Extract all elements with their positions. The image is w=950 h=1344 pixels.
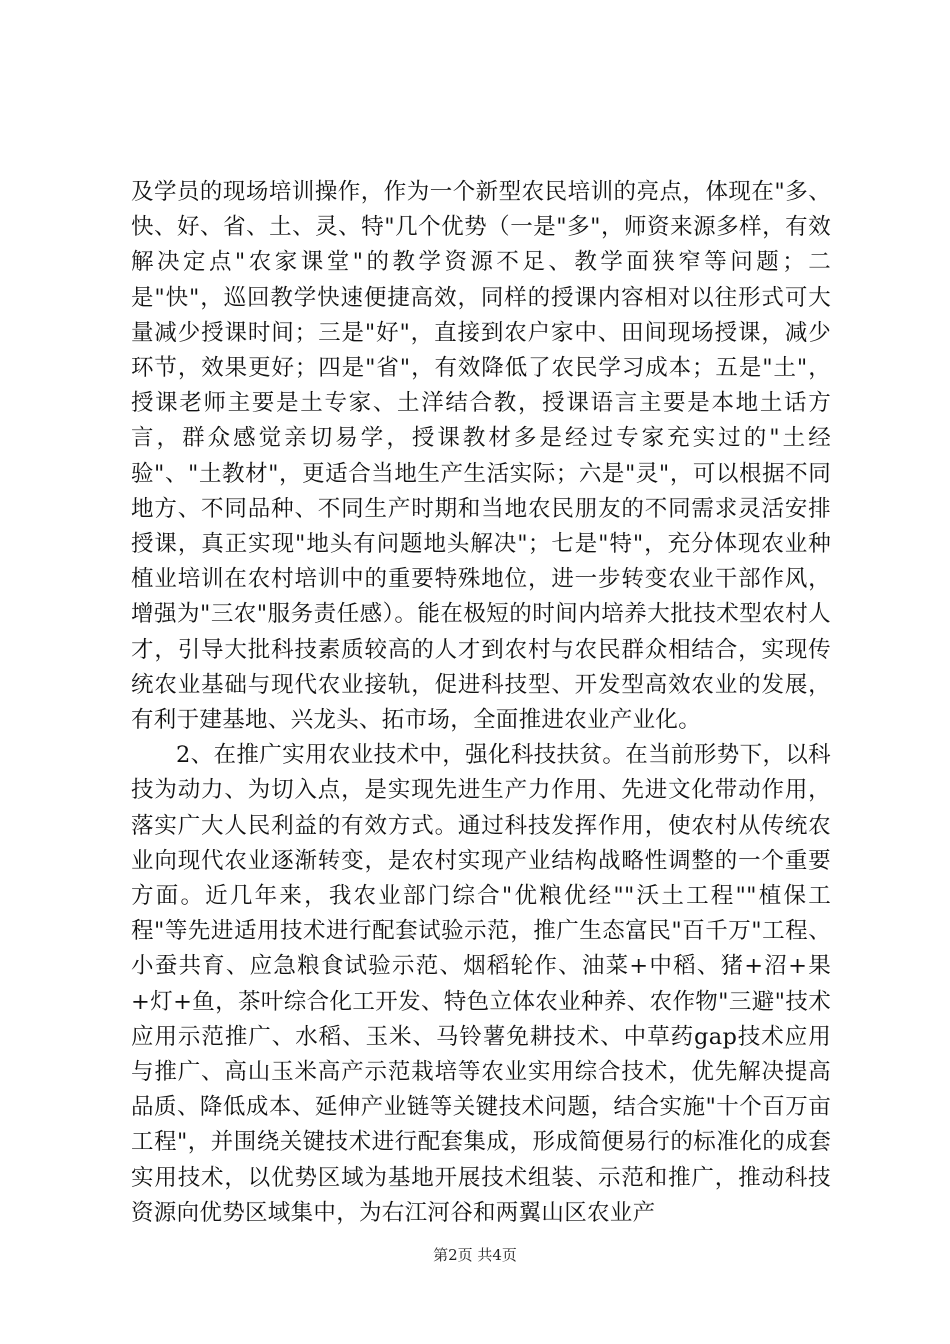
paragraph-2: 2、在推广实用农业技术中，强化科技扶贫。在当前形势下，以科技为动力、为切入点，是实现先进生产力作用、先进文化带动作用，落实广大人民利益的有效方式。通过科技发挥作用，使农村从传统农业向现代农业逐渐转变，是农村实现产业结构战略性调整的一个重要方面。近几年来，我农业部门综合"优粮优经""沃土工程""植保工程"等先进适用技术进行配套试验示范，推广生态富民"百千万"工程、小蚕共育、应急粮食试验示范、烟稻轮作、油菜+中稻、猪+沼+果+灯+鱼，茶叶综合化工开发、特色立体农业种养、农作物"三避"技术应用示范推广、水稻、玉米、马铃薯免耕技术、中草药gap技术应用与推广、高山玉米高产示范栽培等农业实用综合技术，优先解决提高品质、降低成本、延伸产业链等关键技术问题，结合实施"十个百万亩工程"，并围绕关键技术进行配套集成，形成简便易行的标准化的成套实用技术，以优势区域为基地开展技术组装、示范和推广，推动科技资源向优势区域集中，为右江河谷和两翼山区农业产 [131,742,831,1226]
page-number-label: 第2页 共4页 [433,1246,517,1264]
page-footer [0,1244,950,1265]
paragraph-1: 及学员的现场培训操作，作为一个新型农民培训的亮点，体现在"多、快、好、省、土、灵、特"几个优势（一是"多"，师资来源多样，有效解决定点"农家课堂"的教学资源不足、教学面狭窄等问题；二是"快"，巡回教学快速便捷高效，同样的授课内容相对以往形式可大量减少授课时间；三是"好"，直接到农户家中、田间现场授课，减少环节，效果更好；四是"省"，有效降低了农民学习成本；五是"土"，授课老师主要是土专家、土洋结合教，授课语言主要是本地土话方言，群众感觉亲切易学，授课教材多是经过专家充实过的"土经验"、"土教材"，更适合当地生产生活实际；六是"灵"，可以根据不同地方、不同品种、不同生产时期和当地农民朋友的不同需求灵活安排授课，真正实现"地头有问题地头解决"；七是"特"，充分体现农业种植业培训在农村培训中的重要特殊地位，进一步转变农业干部作风，增强为"三农"服务责任感）。能在极短的时间内培养大批技术型农村人才，引导大批科技素质较高的人才到农村与农民群众相结合，实现传统农业基础与现代农业接轨，促进科技型、开发型高效农业的发展，有利于建基地、兴龙头、拓市场，全面推进农业产业化。 [131,179,831,734]
document-body [131,175,831,1231]
